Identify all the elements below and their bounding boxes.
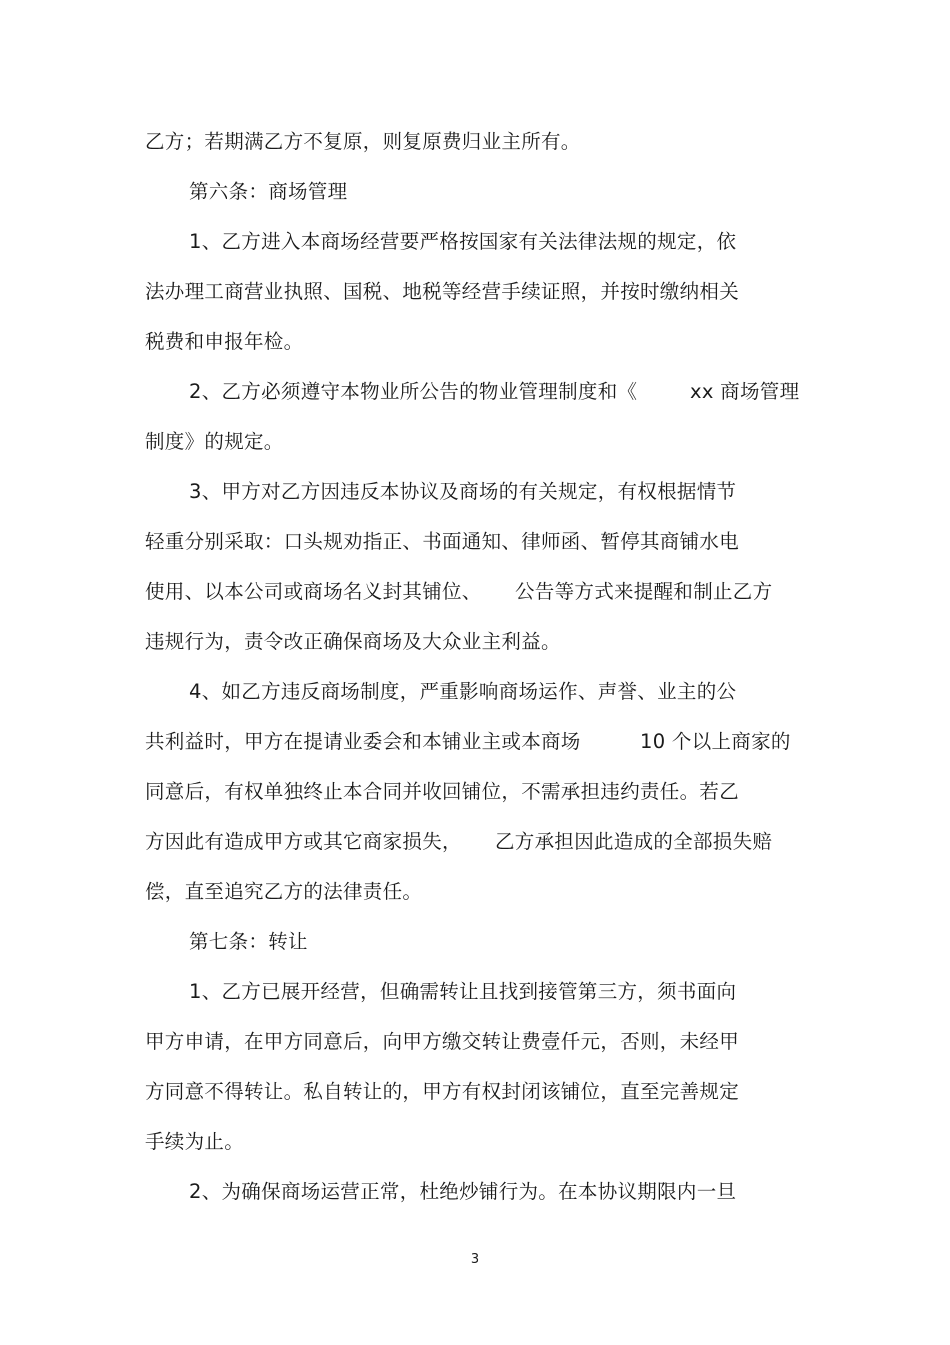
text-line: 4、如乙方违反商场制度，严重影响商场运作、声誉、业主的公: [189, 680, 737, 703]
text-line: 税费和申报年检。: [145, 330, 304, 353]
text-line: 手续为止。: [145, 1130, 245, 1153]
text-line: 2、为确保商场运营正常，杜绝炒铺行为。在本协议期限内一旦: [189, 1180, 737, 1203]
text-line: xx 商场管理: [690, 380, 800, 403]
page-number: 3: [470, 1252, 480, 1267]
text-line: 甲方申请，在甲方同意后，向甲方缴交转让费壹仟元，否则，未经甲: [145, 1030, 740, 1053]
text-line: 2、乙方必须遵守本物业所公告的物业管理制度和《: [189, 380, 638, 403]
text-line: 违规行为，责令改正确保商场及大众业主利益。: [145, 630, 561, 653]
text-line: 乙方承担因此造成的全部损失赔: [495, 830, 773, 853]
text-line: 1、乙方进入本商场经营要严格按国家有关法律法规的规定，依: [189, 230, 737, 253]
text-line: 法办理工商营业执照、国税、地税等经营手续证照，并按时缴纳相关: [145, 280, 740, 303]
text-line: 制度》的规定。: [145, 430, 284, 453]
text-line: 偿，直至追究乙方的法律责任。: [145, 880, 423, 903]
section-heading-7: 第七条：转让: [189, 930, 308, 953]
text-line: 3、甲方对乙方因违反本协议及商场的有关规定，有权根据情节: [189, 480, 737, 503]
text-line: 方同意不得转让。私自转让的，甲方有权封闭该铺位，直至完善规定: [145, 1080, 740, 1103]
text-line: 同意后，有权单独终止本合同并收回铺位，不需承担违约责任。若乙: [145, 780, 740, 803]
text-line: 10 个以上商家的: [640, 730, 791, 753]
section-heading-6: 第六条：商场管理: [189, 180, 348, 203]
text-line: 共利益时，甲方在提请业委会和本铺业主或本商场: [145, 730, 581, 753]
text-line: 使用、以本公司或商场名义封其铺位、: [145, 580, 482, 603]
text-line: 方因此有造成甲方或其它商家损失，: [145, 830, 462, 853]
text-line: 1、乙方已展开经营，但确需转让且找到接管第三方，须书面向: [189, 980, 737, 1003]
text-line: 乙方；若期满乙方不复原，则复原费归业主所有。: [145, 130, 581, 153]
text-line: 公告等方式来提醒和制止乙方: [515, 580, 773, 603]
text-line: 轻重分别采取：口头规劝指正、书面通知、律师函、暂停其商铺水电: [145, 530, 740, 553]
